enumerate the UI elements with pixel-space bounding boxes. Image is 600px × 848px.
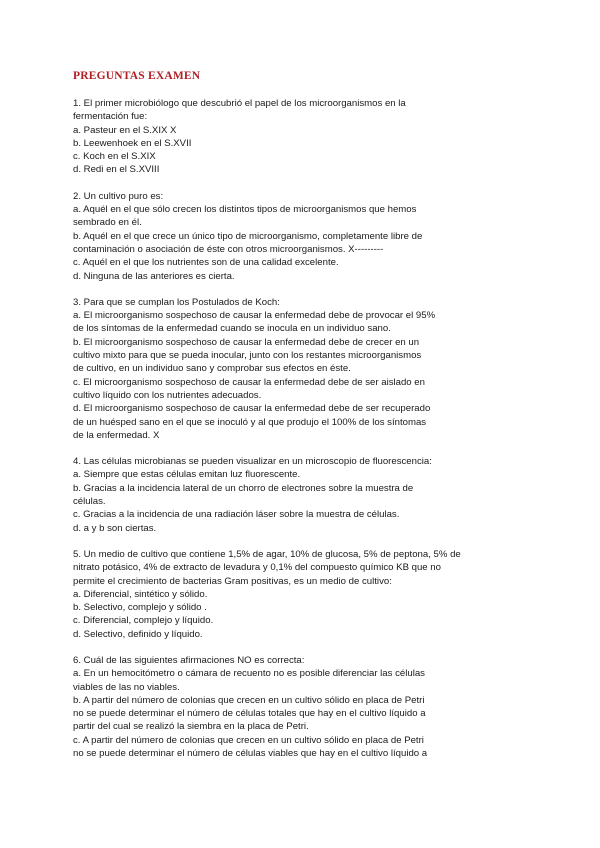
- question-2-line: 2. Un cultivo puro es:: [73, 190, 164, 202]
- question-6-line: viables de las no viables.: [73, 681, 180, 693]
- question-6-option-c: c. A partir del número de colonias que crecen en un cultivo sólido en placa de Petri: [73, 734, 424, 746]
- question-4: [73, 455, 540, 535]
- question-6-option-b: b. A partir del número de colonias que crecen en un cultivo sólido en placa de Petri: [73, 694, 425, 706]
- question-4-option-d: d. a y b son ciertas.: [73, 522, 157, 534]
- question-3-option-d: d. El microorganismo sospechoso de causar la enfermedad debe de ser recuperado: [73, 403, 431, 415]
- question-6-line: no se puede determinar el número de células viables que hay en el cultivo líquido a: [73, 748, 428, 760]
- question-3-option-a: a. El microorganismo sospechoso de causar la enfermedad debe de provocar el 95%: [73, 310, 436, 322]
- question-1-option-b: b. Leewenhoek en el S.XVII: [73, 137, 192, 149]
- question-2-line: contaminación o asociación de éste con otros microorganismos. X---------: [73, 243, 384, 255]
- question-3-line: cultivo líquido con los nutrientes adecuados.: [73, 389, 262, 401]
- question-3-option-c: c. El microorganismo sospechoso de causar la enfermedad debe de ser aislado en: [73, 376, 425, 388]
- question-1: [73, 97, 540, 177]
- question-3-line: de la enfermedad. X: [73, 429, 160, 441]
- question-6-option-a: a. En un hemocitómetro o cámara de recuento no es posible diferenciar las células: [73, 668, 425, 680]
- question-6: [73, 654, 540, 760]
- question-6-line: no se puede determinar el número de células totales que hay en el cultivo líquido a: [73, 708, 426, 720]
- question-2-option-a: a. Aquél en el que sólo crecen los distintos tipos de microorganismos que hemos: [73, 204, 417, 216]
- question-4-option-a: a. Siempre que estas células emitan luz fluorescente.: [73, 469, 301, 481]
- question-3-line: de cultivo, en un individuo sano y comprobar sus efectos en éste.: [73, 363, 351, 375]
- question-4-line: 4. Las células microbianas se pueden visualizar en un microscopio de fluorescencia:: [73, 456, 432, 468]
- question-5-option-b: b. Selectivo, complejo y sólido .: [73, 602, 207, 614]
- question-3-line: de un huésped sano en el que se inoculó y al que produjo el 100% de los síntomas: [73, 416, 427, 428]
- question-2-line: sembrado en él.: [73, 217, 142, 229]
- question-3: [73, 296, 540, 442]
- question-6-line: 6. Cuál de las siguientes afirmaciones NO es correcta:: [73, 654, 305, 666]
- question-6-line: partir del cual se realizó la siembra en la placa de Petri.: [73, 721, 309, 733]
- question-5-option-c: c. Diferencial, complejo y líquido.: [73, 615, 214, 627]
- question-4-option-b: b. Gracias a la incidencia lateral de un chorro de electrones sobre la muestra de: [73, 482, 414, 494]
- question-2-option-c: c. Aquél en el que los nutrientes son de una calidad excelente.: [73, 257, 339, 269]
- question-5-option-a: a. Diferencial, sintético y sólido.: [73, 588, 208, 600]
- question-5-option-d: d. Selectivo, definido y líquido.: [73, 628, 203, 640]
- question-3-line: cultivo mixto para que se pueda inocular, junto con los restantes microorganismos: [73, 350, 422, 362]
- question-1-line: 1. El primer microbiólogo que descubrió el papel de los microorganismos en la: [73, 98, 406, 109]
- question-1-option-c: c. Koch en el S.XIX: [73, 151, 156, 163]
- question-3-line: 3. Para que se cumplan los Postulados de Koch:: [73, 296, 280, 308]
- question-2-option-b: b. Aquél en el que crece un único tipo de microorganismo, completamente libre de: [73, 230, 423, 242]
- question-2-option-d: d. Ninguna de las anteriores es cierta.: [73, 270, 235, 282]
- question-4-option-c: c. Gracias a la incidencia de una radiación láser sobre la muestra de células.: [73, 509, 400, 521]
- page-title: PREGUNTAS EXAMEN: [73, 70, 201, 82]
- question-2: [73, 190, 540, 283]
- question-4-line: células.: [73, 496, 106, 508]
- question-1-option-a: a. Pasteur en el S.XIX X: [73, 124, 177, 136]
- question-5-line: nitrato potásico, 4% de extracto de levadura y 0,1% del compuesto químico KB que no: [73, 562, 441, 574]
- question-3-option-b: b. El microorganismo sospechoso de causar la enfermedad debe de crecer en un: [73, 336, 420, 348]
- question-5-line: 5. Un medio de cultivo que contiene 1,5% de agar, 10% de glucosa, 5% de peptona, 5% de: [73, 548, 461, 560]
- question-5: [73, 548, 540, 641]
- question-1-option-d: d. Redi en el S.XVIII: [73, 164, 160, 176]
- question-5-line: permite el crecimiento de bacterias Gram positivas, es un medio de cultivo:: [73, 575, 392, 587]
- question-3-line: de los síntomas de la enfermedad cuando se inocula en un individuo sano.: [73, 323, 391, 335]
- question-1-line: fermentación fue:: [73, 111, 148, 123]
